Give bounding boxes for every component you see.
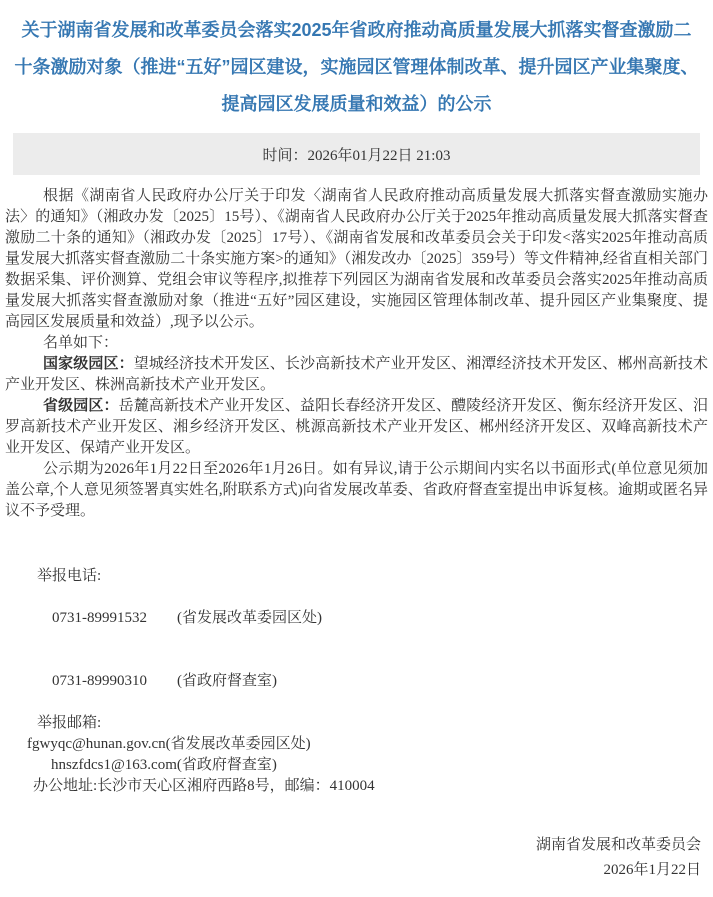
publish-time: 时间：2026年01月22日 21:03 bbox=[262, 147, 451, 164]
report-email-line: hnszfdcs1@163.com(省政府督查室) bbox=[51, 757, 277, 773]
phone-dept: (省政府督查室) bbox=[177, 673, 277, 689]
national-parks-label: 国家级园区： bbox=[43, 356, 134, 372]
announcement-title: 关于湖南省发展和改革委员会落实2025年省政府推动高质量发展大抓落实督查激励二十条激励对象（推进“五好”园区建设，实施园区管理体制改革、提升园区产业集聚度、提高园区发展质量和效益）的公示 bbox=[14, 20, 699, 114]
provincial-parks-label: 省级园区： bbox=[43, 398, 119, 414]
signature-org: 湖南省发展和改革委员会 bbox=[535, 837, 701, 853]
signature-block bbox=[0, 833, 713, 897]
report-email-heading: 举报邮箱: bbox=[37, 715, 102, 731]
national-parks-list: 望城经济技术开发区、长沙高新技术产业开发区、湘潭经济技术开发区、郴州高新技术产业开发区、株洲高新技术产业开发区。 bbox=[5, 356, 708, 393]
signature-date: 2026年1月22日 bbox=[603, 862, 701, 878]
report-email-line: fgwyqc@hunan.gov.cn(省发展改革委园区处) bbox=[27, 736, 311, 752]
office-address: 办公地址:长沙市天心区湘府西路8号，邮编：410004 bbox=[33, 778, 375, 794]
phone-number: 0731-89991532 bbox=[52, 610, 147, 626]
phone-number: 0731-89990310 bbox=[52, 673, 147, 689]
report-phone-line bbox=[0, 587, 713, 650]
paragraph-provincial-parks bbox=[5, 396, 708, 459]
contact-info bbox=[0, 566, 713, 797]
announcement-body bbox=[5, 186, 708, 522]
publish-time-bar bbox=[13, 133, 700, 175]
provincial-parks-list: 岳麓高新技术产业开发区、益阳长春经济开发区、醴陵经济开发区、衡东经济开发区、汨罗高新技术产业开发区、湘乡经济开发区、桃源高新技术产业开发区、郴州经济开发区、双峰高新技术产业开发区、保靖产业开发区。 bbox=[5, 398, 708, 456]
paragraph-list-intro: 名单如下： bbox=[43, 335, 119, 351]
report-phone-line bbox=[0, 650, 713, 713]
paragraph-national-parks bbox=[5, 354, 708, 396]
paragraph-basis: 根据《湖南省人民政府办公厅关于印发〈湖南省人民政府推动高质量发展大抓落实督查激励实施办法〉的通知》（湘政办发〔2025〕15号）、《湖南省人民政府办公厅关于2025年推动高质量发展大抓落实督查激励二十条的通知》（湘政办发〔2025〕17号）、《湖南省发展和改革委员会关于印发<落实2025年推动高质量发展大抓落实督查激励二十条实施方案>的通知》（湘发改办〔2025〕359号）等文件精神,经省直相关部门数据采集、评价测算、党组会审议等程序,拟推荐下列园区为湖南省发展和改革委员会落实2025年推动高质量发展大抓落实督查激励对象（推进“五好”园区建设，实施园区管理体制改革、提升园区产业集聚度、提高园区发展质量和效益）,现予以公示。 bbox=[5, 188, 708, 330]
paragraph-objection-period: 公示期为2026年1月22日至2026年1月26日。如有异议,请于公示期间内实名以书面形式(单位意见须加盖公章,个人意见须签署真实姓名,附联系方式)向省发展改革委、省政府督查室提出申诉复核。逾期或匿名异议不予受理。 bbox=[5, 461, 709, 519]
report-phone-heading: 举报电话: bbox=[37, 568, 102, 584]
phone-dept: (省发展改革委园区处) bbox=[177, 610, 322, 626]
